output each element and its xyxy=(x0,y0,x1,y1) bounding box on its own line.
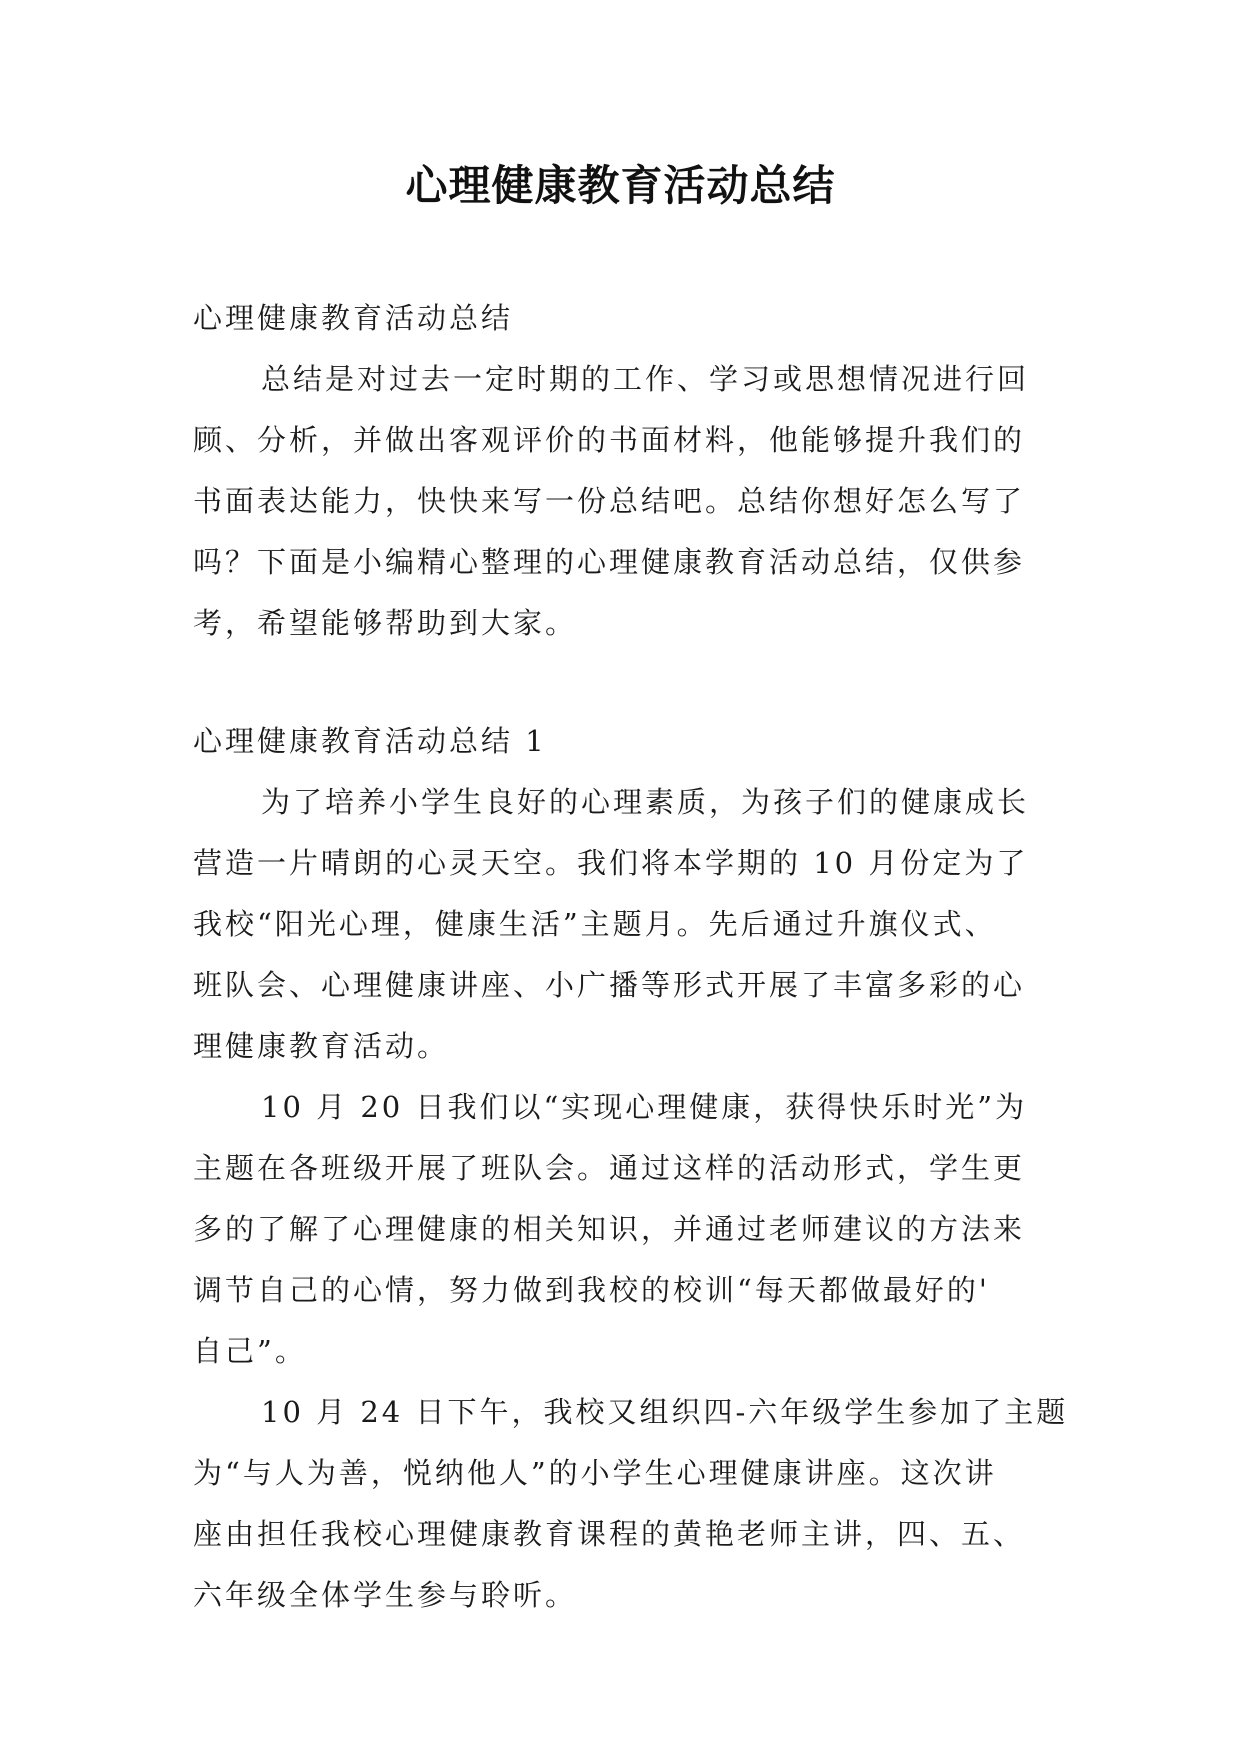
paragraph-3 xyxy=(193,1382,1073,1626)
paragraph-line: 自己”。 xyxy=(193,1334,307,1368)
intro-paragraph xyxy=(193,349,1073,654)
document-body xyxy=(193,288,1073,1626)
paragraph-line: 书面表达能力，快快来写一份总结吧。总结你想好怎么写了 xyxy=(193,484,1026,518)
paragraph-line: 班队会、心理健康讲座、小广播等形式开展了丰富多彩的心 xyxy=(193,968,1026,1002)
paragraph-1 xyxy=(193,772,1073,1077)
paragraph-line: 10 月 20 日我们以“实现心理健康，获得快乐时光”为 xyxy=(261,1090,1028,1124)
paragraph-line: 总结是对过去一定时期的工作、学习或思想情况进行回 xyxy=(261,362,1030,396)
paragraph-2 xyxy=(193,1077,1073,1382)
paragraph-line: 主题在各班级开展了班队会。通过这样的活动形式，学生更 xyxy=(193,1151,1026,1185)
paragraph-line: 吗？下面是小编精心整理的心理健康教育活动总结，仅供参 xyxy=(193,545,1026,579)
paragraph-line: 多的了解了心理健康的相关知识，并通过老师建议的方法来 xyxy=(193,1212,1026,1246)
paragraph-line: 六年级全体学生参与聆听。 xyxy=(193,1578,578,1612)
paragraph-line: 考，希望能够帮助到大家。 xyxy=(193,606,578,640)
section-spacer xyxy=(193,654,1073,711)
paragraph-line: 座由担任我校心理健康教育课程的黄艳老师主讲，四、五、 xyxy=(193,1517,1026,1551)
paragraph-line: 为了培养小学生良好的心理素质，为孩子们的健康成长 xyxy=(261,785,1030,819)
paragraph-line: 营造一片晴朗的心灵天空。我们将本学期的 10 月份定为了 xyxy=(193,846,1029,880)
paragraph-line: 理健康教育活动。 xyxy=(193,1029,450,1063)
paragraph-line: 10 月 24 日下午，我校又组织四-六年级学生参加了主题 xyxy=(261,1395,1069,1429)
paragraph-line: 我校“阳光心理，健康生活”主题月。先后通过升旗仪式、 xyxy=(193,907,997,941)
section-heading: 心理健康教育活动总结 xyxy=(193,301,514,335)
paragraph-line: 为“与人为善，悦纳他人”的小学生心理健康讲座。这次讲 xyxy=(193,1456,997,1490)
document-title: 心理健康教育活动总结 xyxy=(405,161,836,210)
paragraph-line: 顾、分析，并做出客观评价的书面材料，他能够提升我们的 xyxy=(193,423,1026,457)
paragraph-line: 调节自己的心情，努力做到我校的校训“每天都做最好的' xyxy=(193,1273,990,1307)
subheading-1: 心理健康教育活动总结 1 xyxy=(193,724,547,758)
